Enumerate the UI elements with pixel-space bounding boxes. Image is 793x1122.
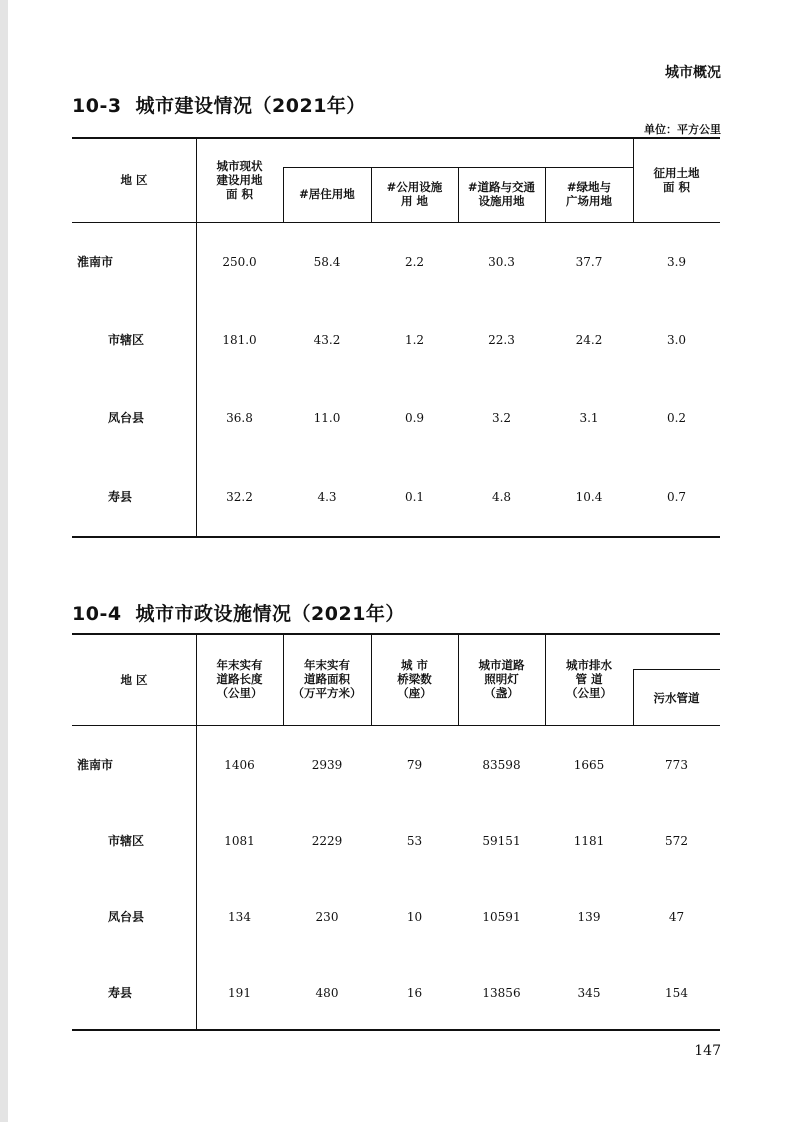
row-region-name: 市辖区	[108, 333, 145, 347]
table2-number: 10-4	[72, 603, 122, 625]
table-cell: 10	[406, 910, 423, 924]
table-cell: 10591	[482, 910, 521, 924]
table1-header-road: #道路与交通 设施用地	[467, 180, 536, 208]
table-cell: 36.8	[226, 411, 253, 425]
table1-unit: 单位：平方公里	[644, 123, 721, 136]
table-cell: 0.9	[404, 411, 425, 425]
table1-header-region: 地 区	[120, 173, 148, 187]
page-number: 147	[694, 1043, 721, 1059]
table-cell: 139	[577, 910, 601, 924]
table2-header-road-length: 年末实有 道路长度 （公里）	[216, 658, 263, 700]
table-cell: 59151	[482, 834, 521, 848]
running-head: 城市概况	[665, 65, 721, 81]
row-region-name: 淮南市	[77, 758, 114, 772]
table2-header-region: 地 区	[120, 673, 148, 687]
table1-top-rule	[72, 137, 720, 139]
table2-header-rule	[72, 725, 720, 726]
table1-header-public: #公用设施 用 地	[386, 180, 443, 208]
table2-header-lights: 城市道路 照明灯 （盏）	[478, 658, 525, 700]
table1-header-total-text: 城市现状 建设用地 面 积	[216, 159, 263, 201]
table-cell: 230	[315, 910, 339, 924]
table2-top-rule	[72, 633, 720, 635]
table2-title-text: 城市市政设施情况（2021年）	[135, 603, 405, 625]
table-cell: 37.7	[575, 255, 603, 269]
table-cell: 4.8	[491, 490, 512, 504]
table-cell: 58.4	[313, 255, 341, 269]
table-cell: 1081	[224, 834, 255, 848]
table-cell: 30.3	[488, 255, 515, 269]
row-region-name: 凤台县	[108, 411, 145, 425]
table-cell: 16	[406, 986, 423, 1000]
table1-title-text: 城市建设情况（2021年）	[135, 95, 366, 117]
table-cell: 43.2	[313, 333, 341, 347]
row-region-name: 凤台县	[108, 910, 145, 924]
table-cell: 134	[228, 910, 251, 924]
table-cell: 1.2	[404, 333, 425, 347]
table-cell: 2939	[311, 758, 343, 772]
table-cell: 83598	[482, 758, 521, 772]
table-cell: 0.7	[666, 490, 687, 504]
table-cell: 345	[577, 986, 601, 1000]
table-cell: 0.2	[666, 411, 687, 425]
table-cell: 1406	[224, 758, 255, 772]
table-cell: 3.1	[579, 411, 599, 425]
table-cell: 3.9	[666, 255, 687, 269]
row-region-name: 市辖区	[108, 834, 145, 848]
table-cell: 154	[665, 986, 688, 1000]
table1-header-acquired: 征用土地 面 积	[653, 166, 700, 194]
table2-header-sewage: 污水管道	[653, 691, 700, 705]
table1-bottom-rule	[72, 536, 720, 538]
table-cell: 13856	[482, 986, 521, 1000]
table1-header-residential: #居住用地	[299, 187, 355, 201]
table-cell: 1665	[573, 758, 605, 772]
table2-header-drainage: 城市排水 管 道 （公里）	[566, 658, 612, 700]
table1-header-green: #绿地与 广场用地	[566, 180, 612, 208]
table2-header-road-area: 年末实有 道路面积 （万平方米）	[292, 658, 362, 700]
table-cell: 11.0	[313, 411, 341, 425]
table-cell: 773	[665, 758, 688, 772]
table2-subheader-rule	[633, 669, 720, 670]
table2-header-bridges: 城 市 桥梁数 （座）	[397, 658, 432, 700]
table-cell: 4.3	[317, 490, 337, 504]
table-cell: 10.4	[575, 490, 603, 504]
table-cell: 79	[406, 758, 423, 772]
table-cell: 480	[315, 986, 339, 1000]
table-cell: 22.3	[488, 333, 515, 347]
table-cell: 0.1	[404, 490, 425, 504]
table-cell: 32.2	[226, 490, 253, 504]
table-cell: 47	[668, 910, 685, 924]
table1-title	[72, 91, 366, 118]
table-cell: 572	[665, 834, 688, 848]
table-cell: 2229	[311, 834, 343, 848]
table1-header-total	[196, 159, 283, 201]
table1-header-rule	[72, 222, 720, 223]
table-cell: 24.2	[575, 333, 603, 347]
table2-bottom-rule	[72, 1029, 720, 1031]
row-region-name: 淮南市	[77, 255, 114, 269]
table-cell: 250.0	[222, 255, 257, 269]
table-cell: 3.2	[491, 411, 512, 425]
table2-title	[72, 599, 405, 626]
table-cell: 2.2	[404, 255, 425, 269]
table1-number: 10-3	[72, 95, 122, 117]
row-region-name: 寿县	[108, 986, 133, 1000]
page-edge-shadow	[0, 0, 8, 1122]
table-cell: 1181	[573, 834, 605, 848]
row-region-name: 寿县	[108, 490, 133, 504]
table-cell: 53	[406, 834, 423, 848]
table-cell: 3.0	[666, 333, 687, 347]
table-cell: 181.0	[222, 333, 257, 347]
table-cell: 191	[228, 986, 251, 1000]
